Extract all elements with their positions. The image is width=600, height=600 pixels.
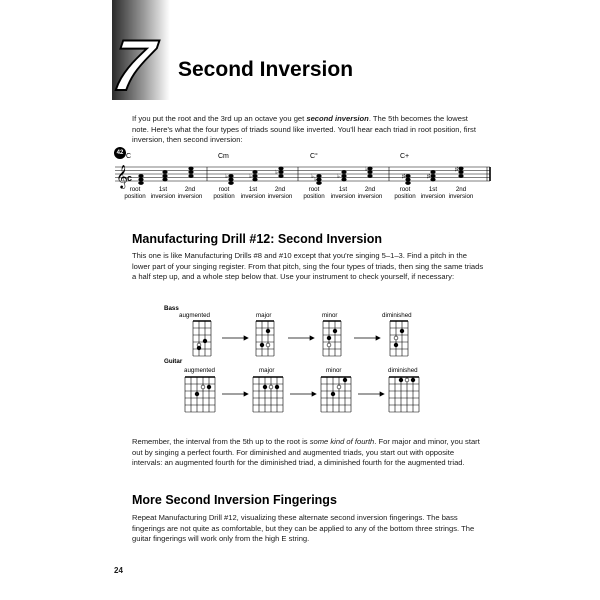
svg-text:♭: ♭ xyxy=(275,170,278,176)
svg-text:♯: ♯ xyxy=(427,174,430,180)
bass-diminished-label: diminished xyxy=(382,312,412,319)
bass-diminished-grid xyxy=(390,321,408,356)
bass-major-label: major xyxy=(256,312,272,319)
svg-text:♭: ♭ xyxy=(249,174,252,180)
chapter-title: Second Inversion xyxy=(178,58,354,81)
more-heading: More Second Inversion Fingerings xyxy=(132,493,337,507)
svg-text:♭: ♭ xyxy=(365,167,368,173)
arrow-icons xyxy=(222,336,384,396)
bass-major-grid xyxy=(256,321,274,356)
bass-minor-label: minor xyxy=(322,312,338,319)
intro-emphasis: second inversion xyxy=(306,114,369,123)
svg-text:♭: ♭ xyxy=(337,174,340,180)
guitar-label: Guitar xyxy=(164,358,183,365)
label-root-position: root position xyxy=(213,186,235,200)
remember-paragraph xyxy=(132,437,484,469)
track-number-badge: 42 xyxy=(114,147,126,159)
chord-symbol-cm: Cm xyxy=(218,153,229,160)
chord-symbol-c: C xyxy=(126,153,132,160)
label-second-inversion: 2nd inversion xyxy=(357,186,383,200)
intro-text-rest: . The 5th becomes the lowest note. Here's what the four types of triads sound like inverted. You'll hear each triad in root position, first inversion, then second inversion: xyxy=(132,114,476,145)
bass-augmented-grid xyxy=(193,321,211,356)
label-second-inversion: 2nd inversion xyxy=(448,186,474,200)
svg-text:♯: ♯ xyxy=(455,167,458,173)
label-second-inversion: 2nd inversion xyxy=(267,186,293,200)
label-root-position: root position xyxy=(303,186,325,200)
guitar-minor-label: minor xyxy=(326,367,342,374)
drill-heading: Manufacturing Drill #12: Second Inversion xyxy=(132,232,383,246)
label-first-inversion: 1st inversion xyxy=(240,186,266,200)
guitar-major-label: major xyxy=(259,367,275,374)
chord-symbol-cdim: C° xyxy=(310,153,318,160)
svg-text:♭: ♭ xyxy=(225,174,228,180)
bass-minor-grid xyxy=(323,321,341,356)
label-second-inversion: 2nd inversion xyxy=(177,186,203,200)
svg-text:♯: ♯ xyxy=(402,174,405,180)
label-root-position: root position xyxy=(124,186,146,200)
guitar-augmented-label: augmented xyxy=(184,367,215,374)
guitar-diminished-label: diminished xyxy=(388,367,418,374)
guitar-major-grid xyxy=(253,377,283,412)
bass-label: Bass xyxy=(164,305,179,312)
intro-text-start: If you put the root and the 3rd up an octave you get xyxy=(132,114,307,123)
label-root-position: root position xyxy=(394,186,416,200)
time-signature: c xyxy=(127,173,133,183)
label-first-inversion: 1st inversion xyxy=(330,186,356,200)
label-first-inversion: 1st inversion xyxy=(420,186,446,200)
finger-dots xyxy=(195,329,415,396)
more-paragraph: Repeat Manufacturing Drill #12, visualizing these alternate second inversion fingerings. The bass fingerings are not quite as comfortable, but they can be applied to any of the bottom three strings. The guitar fingerings will work only from the high E string. xyxy=(132,513,475,544)
drill-paragraph: This one is like Manufacturing Drills #8 and #10 except that you're singing 5–1–3. Find a pitch in the lower part of your singing register. From that pitch, sing the four types of triads, then sing the same triads a half step up, and a whole step below that. Use your instrument to check yourself, if necessary: xyxy=(132,251,484,282)
guitar-diminished-grid xyxy=(389,377,419,412)
remember-text-rest: . For major and minor, you start out by singing a perfect fourth. For diminished and augmented triads, you start out with opposite intervals: an augmented fourth for the diminished triad, a diminished fourth for the augmented triad. xyxy=(132,437,480,468)
chapter-number: 7 xyxy=(107,26,159,106)
svg-text:♭: ♭ xyxy=(311,174,314,180)
page-number: 24 xyxy=(114,566,123,575)
treble-clef-icon: 𝄞 xyxy=(116,166,128,188)
guitar-augmented-grid xyxy=(185,377,215,412)
bass-augmented-label: augmented xyxy=(179,312,210,319)
guitar-minor-grid xyxy=(321,377,351,412)
remember-text-start: Remember, the interval from the 5th up to the root is xyxy=(132,437,310,446)
svg-text:♭: ♭ xyxy=(314,177,317,183)
label-first-inversion: 1st inversion xyxy=(150,186,176,200)
chord-symbol-caug: C+ xyxy=(400,153,410,160)
remember-emphasis: some kind of fourth xyxy=(309,437,375,446)
